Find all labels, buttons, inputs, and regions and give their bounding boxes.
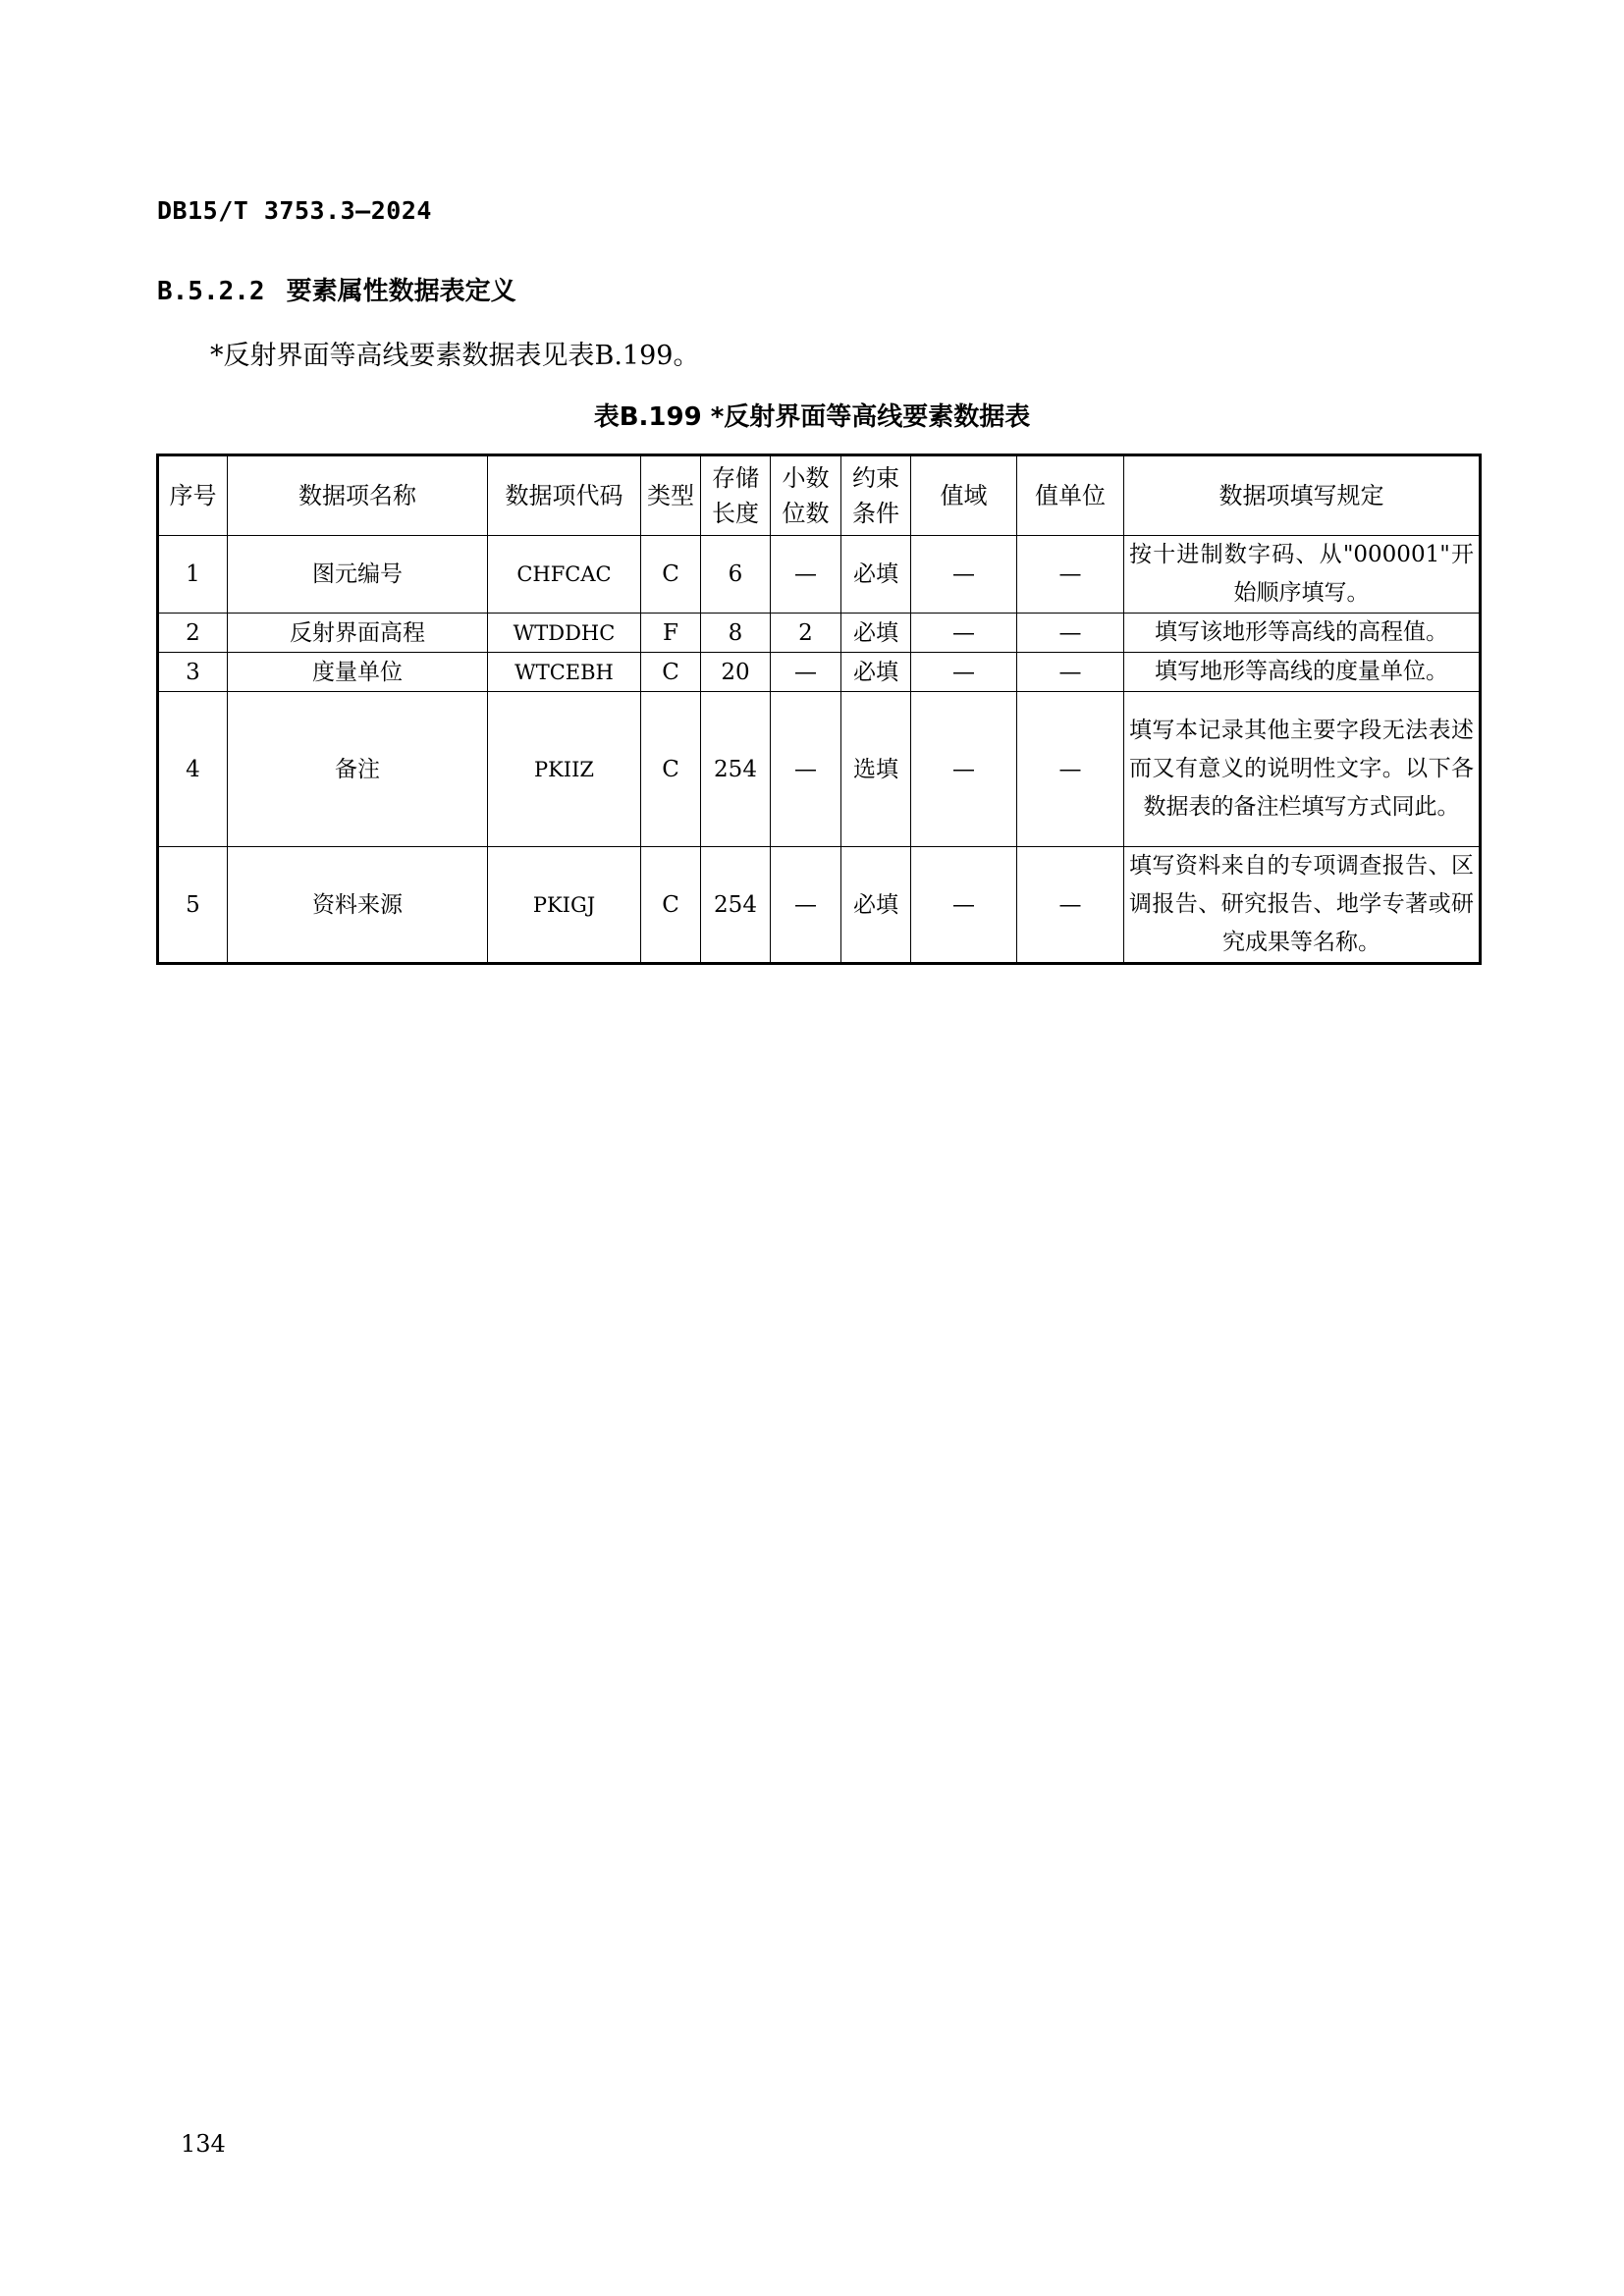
cell-rule: 按十进制数字码、从"000001"开始顺序填写。 <box>1124 536 1481 614</box>
cell-type: C <box>641 692 701 847</box>
column-header: 数据项填写规定 <box>1124 455 1481 536</box>
cell-decimals: 2 <box>771 614 841 653</box>
cell-seq: 5 <box>158 847 228 964</box>
table-row <box>158 692 1481 847</box>
cell-constraint: 必填 <box>841 614 911 653</box>
cell-rule: 填写本记录其他主要字段无法表述而又有意义的说明性文字。以下各数据表的备注栏填写方式同此。 <box>1124 692 1481 847</box>
cell-unit: — <box>1017 847 1124 964</box>
cell-code: WTCEBH <box>488 653 641 692</box>
column-header: 值域 <box>911 455 1017 536</box>
section-heading <box>157 271 516 307</box>
cell-rule: 填写资料来自的专项调查报告、区调报告、研究报告、地学专著或研究成果等名称。 <box>1124 847 1481 964</box>
cell-seq: 2 <box>158 614 228 653</box>
cell-constraint: 选填 <box>841 692 911 847</box>
cell-domain: — <box>911 847 1017 964</box>
section-title: 要素属性数据表定义 <box>286 277 516 306</box>
data-spec-table <box>156 454 1482 965</box>
cell-name: 资料来源 <box>228 847 488 964</box>
cell-name: 反射界面高程 <box>228 614 488 653</box>
cell-seq: 4 <box>158 692 228 847</box>
cell-unit: — <box>1017 536 1124 614</box>
cell-decimals: — <box>771 847 841 964</box>
cell-domain: — <box>911 536 1017 614</box>
column-header: 值单位 <box>1017 455 1124 536</box>
cell-length: 20 <box>701 653 771 692</box>
section-number: B.5.2.2 <box>157 277 265 306</box>
column-header: 小数位数 <box>771 455 841 536</box>
column-header: 序号 <box>158 455 228 536</box>
cell-unit: — <box>1017 692 1124 847</box>
table-header-row <box>158 455 1481 536</box>
cell-seq: 3 <box>158 653 228 692</box>
cell-unit: — <box>1017 653 1124 692</box>
cell-length: 8 <box>701 614 771 653</box>
cell-rule: 填写地形等高线的度量单位。 <box>1124 653 1481 692</box>
cell-type: C <box>641 536 701 614</box>
cell-code: PKIGJ <box>488 847 641 964</box>
cell-type: C <box>641 847 701 964</box>
table-row <box>158 536 1481 614</box>
cell-domain: — <box>911 614 1017 653</box>
table-caption: 表B.199 *反射界面等高线要素数据表 <box>593 402 1031 432</box>
page-number: 134 <box>181 2130 226 2158</box>
cell-seq: 1 <box>158 536 228 614</box>
cell-domain: — <box>911 692 1017 847</box>
cell-unit: — <box>1017 614 1124 653</box>
cell-decimals: — <box>771 653 841 692</box>
cell-type: C <box>641 653 701 692</box>
cell-domain: — <box>911 653 1017 692</box>
cell-type: F <box>641 614 701 653</box>
cell-length: 254 <box>701 847 771 964</box>
document-code: DB15/T 3753.3—2024 <box>157 196 432 225</box>
cell-name: 备注 <box>228 692 488 847</box>
column-header: 数据项名称 <box>228 455 488 536</box>
column-header: 类型 <box>641 455 701 536</box>
intro-paragraph: *反射界面等高线要素数据表见表B.199。 <box>210 341 700 371</box>
cell-constraint: 必填 <box>841 653 911 692</box>
cell-decimals: — <box>771 692 841 847</box>
table-row <box>158 614 1481 653</box>
cell-code: WTDDHC <box>488 614 641 653</box>
column-header: 约束条件 <box>841 455 911 536</box>
column-header: 存储长度 <box>701 455 771 536</box>
cell-decimals: — <box>771 536 841 614</box>
cell-constraint: 必填 <box>841 536 911 614</box>
cell-length: 6 <box>701 536 771 614</box>
cell-name: 度量单位 <box>228 653 488 692</box>
cell-rule: 填写该地形等高线的高程值。 <box>1124 614 1481 653</box>
table-row <box>158 847 1481 964</box>
cell-constraint: 必填 <box>841 847 911 964</box>
cell-code: CHFCAC <box>488 536 641 614</box>
cell-name: 图元编号 <box>228 536 488 614</box>
column-header: 数据项代码 <box>488 455 641 536</box>
cell-length: 254 <box>701 692 771 847</box>
table-row <box>158 653 1481 692</box>
cell-code: PKIIZ <box>488 692 641 847</box>
